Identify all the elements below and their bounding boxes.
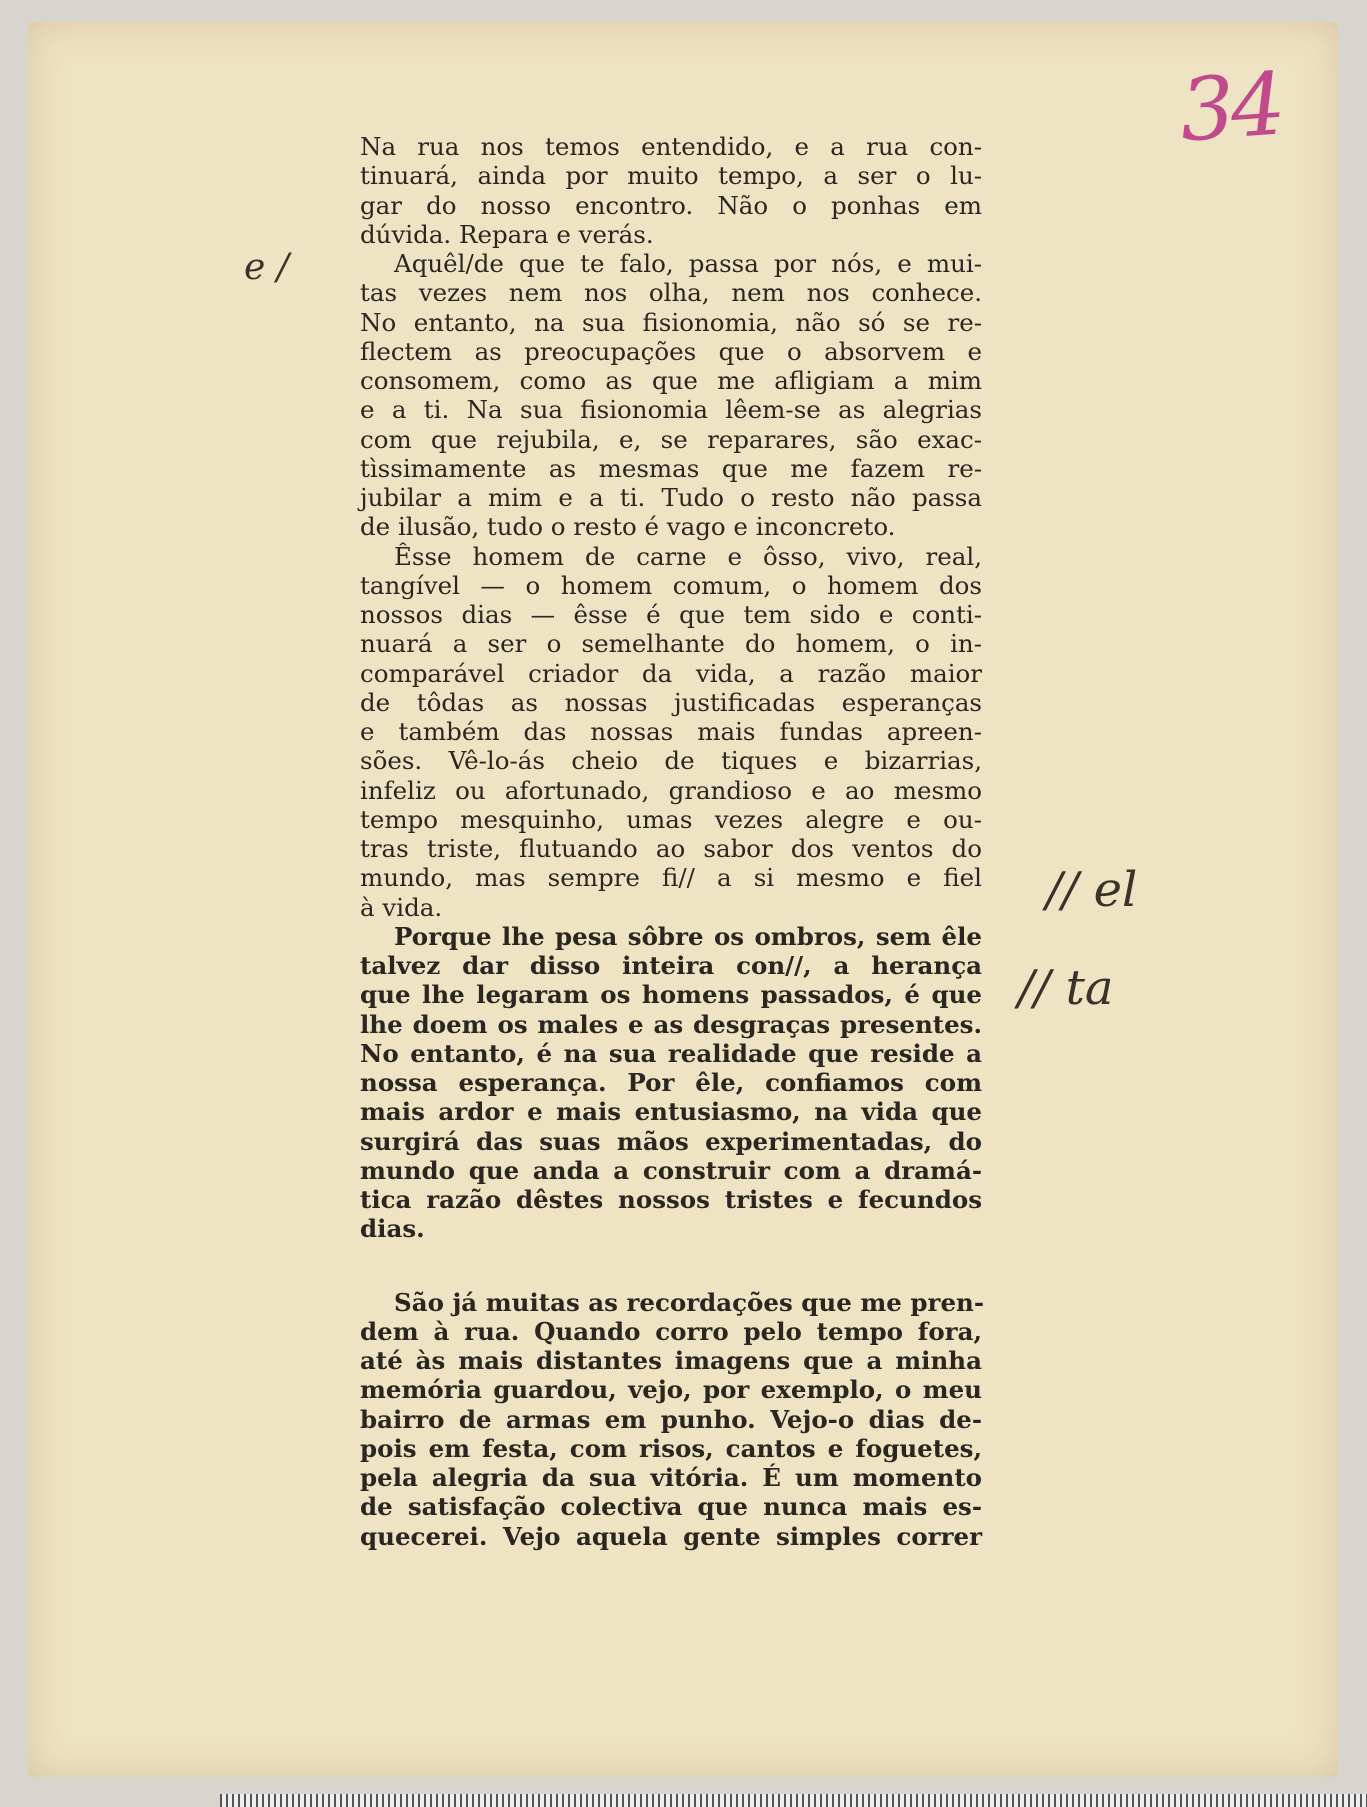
text-line: à vida. <box>360 892 443 922</box>
text-line: tìssimamente as mesmas que me fazem re- <box>360 453 982 483</box>
text-line: tica razão dêstes nossos tristes e fecundos <box>360 1185 982 1214</box>
text-line: jubilar a mim e a ti. Tudo o resto não passa <box>360 483 982 512</box>
text-line: mundo, mas sempre fi// a si mesmo e fiel <box>360 863 982 893</box>
text-line: Aquêl/de que te falo, passa por nós, e mui- <box>394 249 982 278</box>
text-line: nossos dias — êsse é que tem sido e conti- <box>360 600 982 629</box>
text-line: Porque lhe pesa sôbre os ombros, sem êle <box>394 921 982 951</box>
text-line: nossa esperança. Por êle, confiamos com <box>360 1068 982 1097</box>
text-line: pois em festa, com risos, cantos e foguetes, <box>360 1433 982 1463</box>
text-line: tinuará, ainda por muito tempo, a ser o lu- <box>360 161 982 191</box>
margin-note: // el <box>1046 862 1138 918</box>
text-line: até às mais distantes imagens que a minha <box>360 1346 982 1375</box>
text-line: surgirá das suas mãos experimentadas, do <box>360 1126 982 1156</box>
text-line: comparável criador da vida, a razão maior <box>360 658 982 688</box>
margin-note: // ta <box>1018 960 1114 1016</box>
text-line: pela alegria da sua vitória. É um momento <box>360 1463 982 1492</box>
margin-note: e / <box>244 247 289 288</box>
text-line: dúvida. Repara e verás. <box>360 219 654 249</box>
text-line: tempo mesquinho, umas vezes alegre e ou- <box>360 804 982 834</box>
text-line: dem à rua. Quando corro pelo tempo fora, <box>360 1316 982 1346</box>
text-line: talvez dar disso inteira con//, a herança <box>360 951 982 980</box>
text-line: Na rua nos temos entendido, e a rua con- <box>360 132 982 161</box>
scale-bar <box>220 1794 1367 1807</box>
text-line: e também das nossas mais fundas apreen- <box>360 717 982 746</box>
text-line: sões. Vê-lo-ás cheio de tiques e bizarrias, <box>360 746 982 776</box>
text-line: quecerei. Vejo aquela gente simples correr <box>360 1521 982 1551</box>
text-line: dias. <box>360 1214 425 1244</box>
body-text <box>360 132 985 1551</box>
text-line: de satisfação colectiva que nunca mais es- <box>360 1492 982 1522</box>
text-line: nuará a ser o semelhante do homem, o in- <box>360 629 982 659</box>
text-line: que lhe legaram os homens passados, é que <box>360 980 982 1010</box>
text-line: São já muitas as recordações que me pren- <box>394 1287 985 1317</box>
text-line: Êsse homem de carne e ôsso, vivo, real, <box>394 541 982 571</box>
text-line: No entanto, na sua fisionomia, não só se re- <box>360 307 982 337</box>
text-line: tas vezes nem nos olha, nem nos conhece. <box>360 278 982 308</box>
page-number: 34 <box>1176 54 1285 162</box>
text-line: e a ti. Na sua fisionomia lêem-se as alegrias <box>360 395 982 425</box>
text-line: de tôdas as nossas justificadas esperanças <box>360 687 982 717</box>
text-line: bairro de armas em punho. Vejo-o dias de- <box>360 1404 982 1434</box>
text-line: consomem, como as que me afligiam a mim <box>360 366 982 395</box>
text-line: gar do nosso encontro. Não o ponhas em <box>360 190 982 220</box>
text-line: infeliz ou afortunado, grandioso e ao mesmo <box>360 775 982 805</box>
text-line: de ilusão, tudo o resto é vago e inconcreto. <box>360 512 896 542</box>
text-line: mundo que anda a construir com a dramá- <box>360 1155 982 1185</box>
text-line: flectem as preocupações que o absorvem e <box>360 336 982 366</box>
text-line: com que rejubila, e, se reparares, são exac- <box>360 424 982 454</box>
text-line: mais ardor e mais entusiasmo, na vida que <box>360 1097 982 1127</box>
text-line: memória guardou, vejo, por exemplo, o meu <box>360 1375 982 1405</box>
text-line: No entanto, é na sua realidade que reside a <box>360 1038 982 1068</box>
text-line: tras triste, flutuando ao sabor dos ventos do <box>360 834 982 863</box>
text-line: tangível — o homem comum, o homem dos <box>360 570 982 600</box>
text-line: lhe doem os males e as desgraças presentes. <box>360 1009 982 1039</box>
